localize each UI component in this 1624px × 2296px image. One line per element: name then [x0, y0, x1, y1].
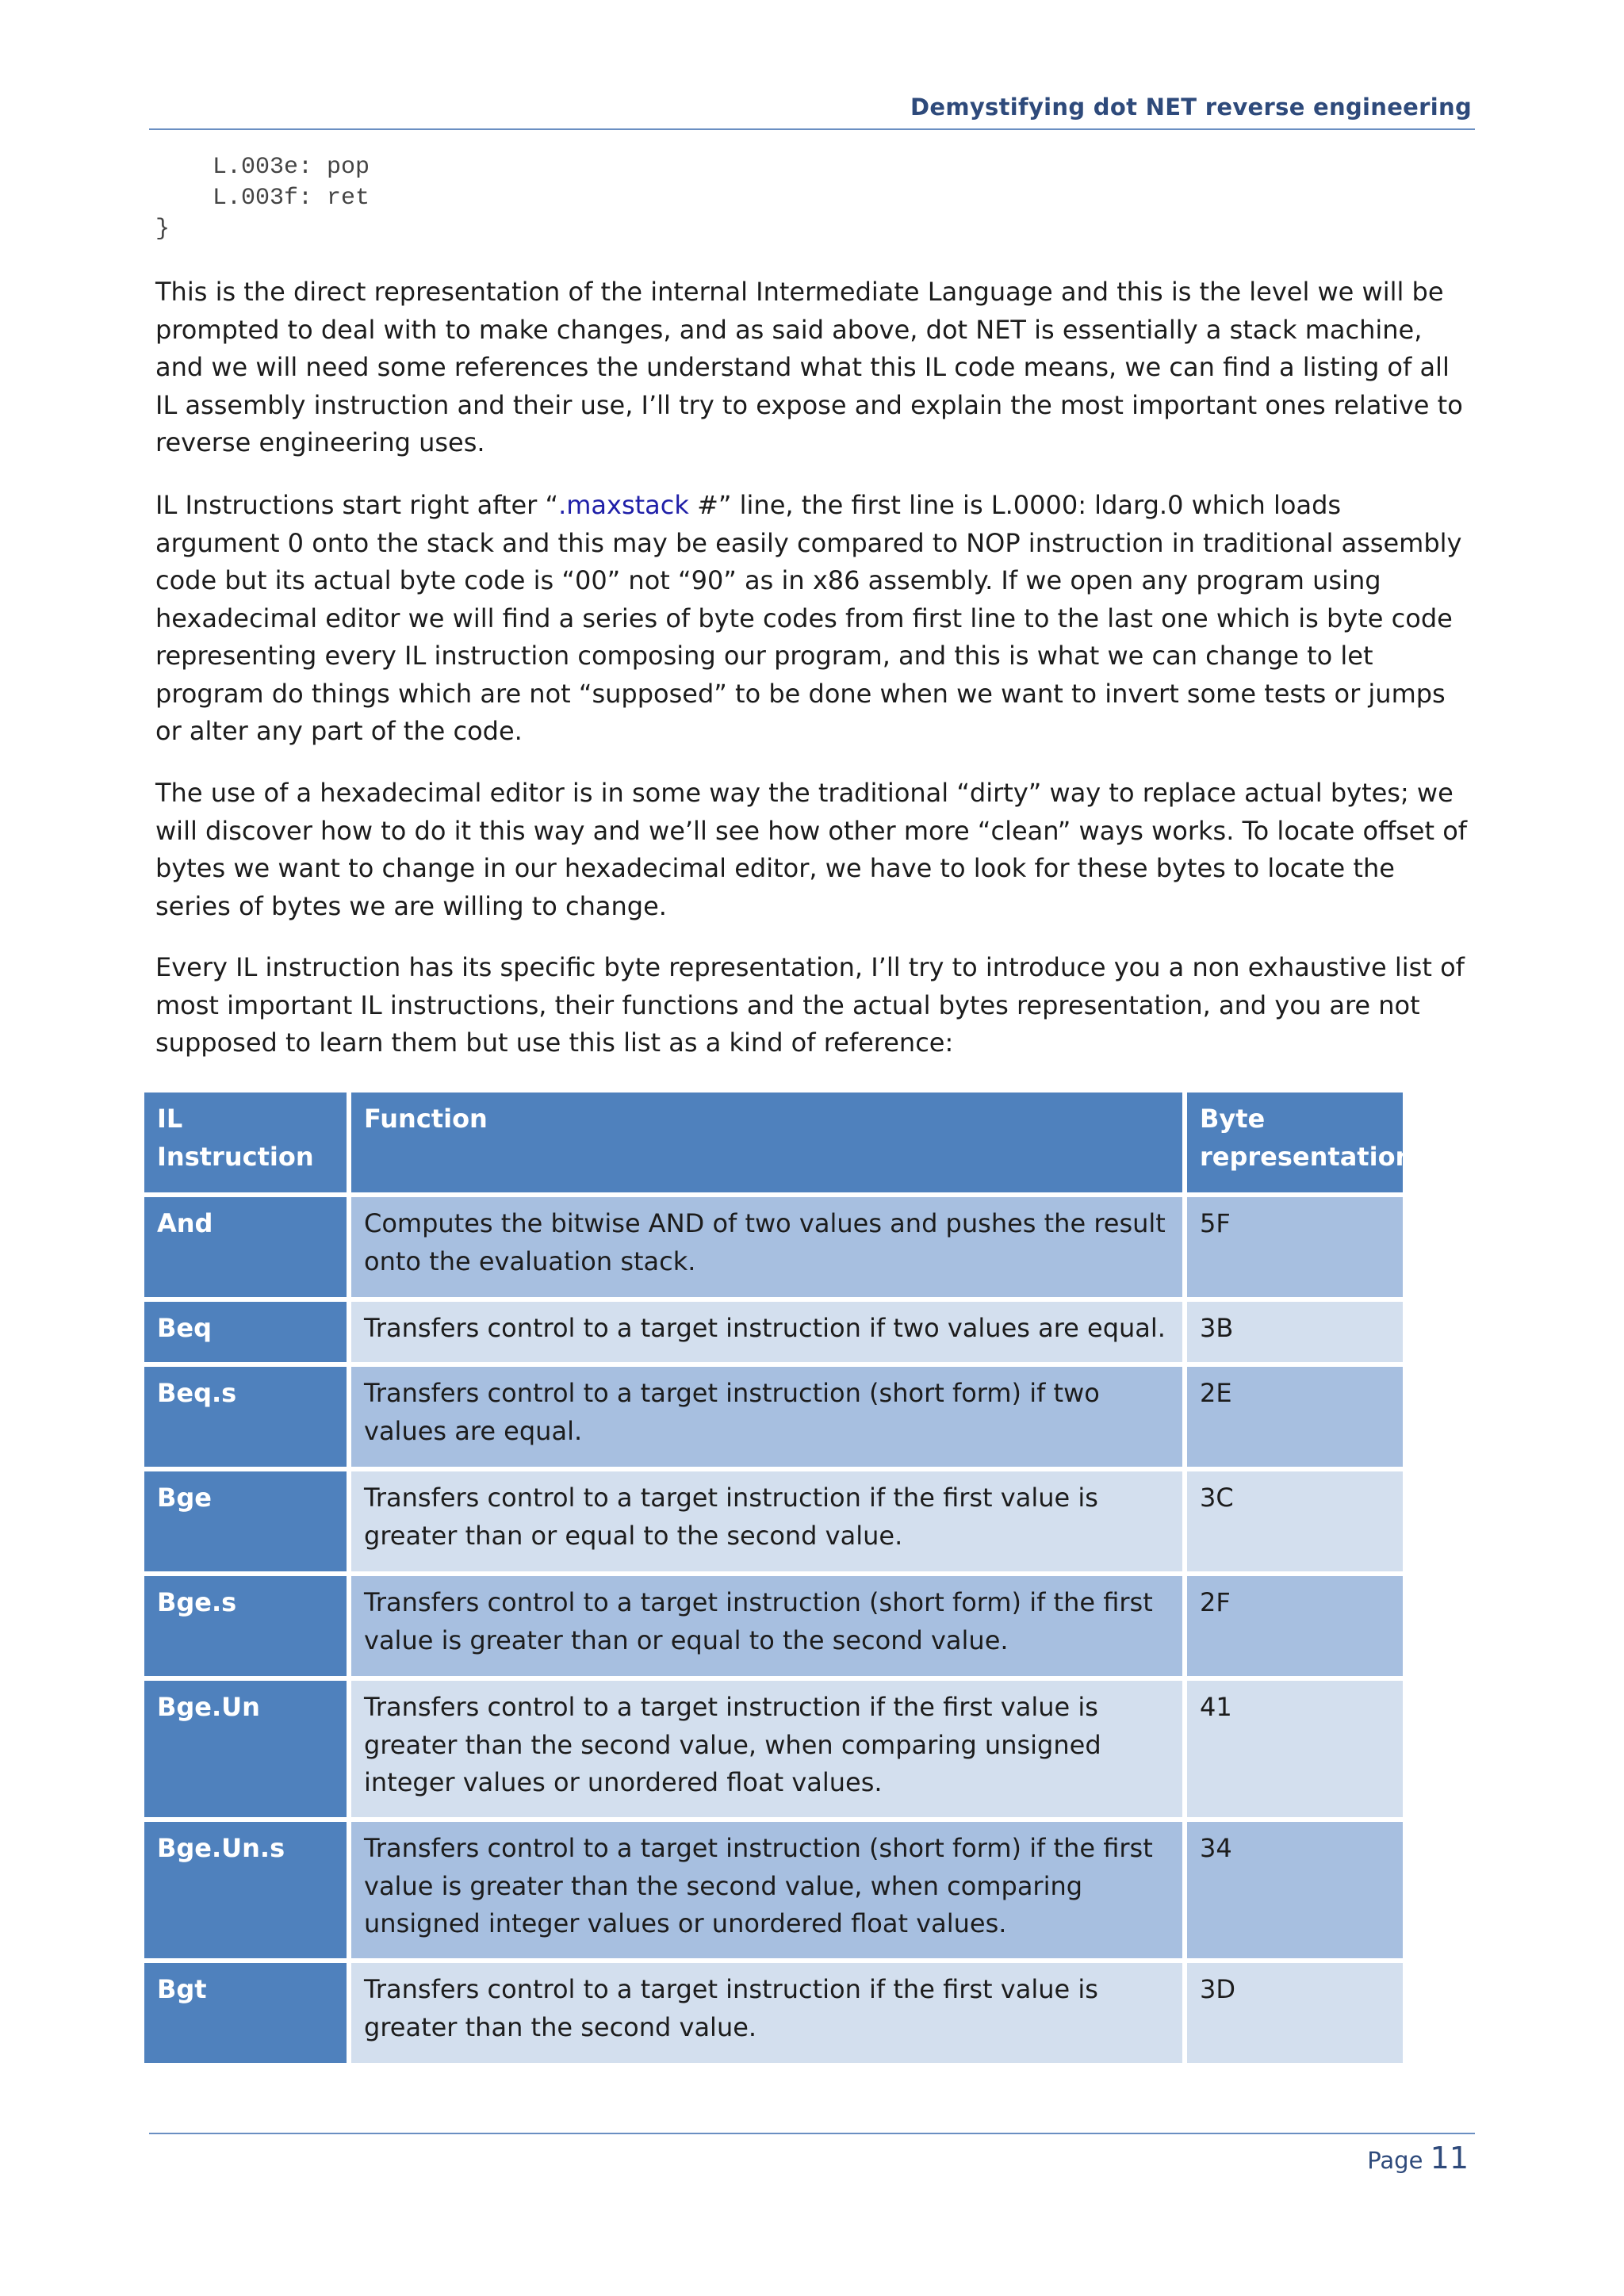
instruction-cell: Bge — [144, 1471, 347, 1571]
column-header-instruction: IL Instruction — [144, 1093, 347, 1192]
paragraph-text: IL Instructions start right after “ — [155, 490, 559, 520]
instruction-cell: Bge.Un.s — [144, 1822, 347, 1958]
column-header-function: Function — [351, 1093, 1182, 1192]
footer-divider — [149, 2133, 1475, 2134]
bytes-cell: 2F — [1187, 1576, 1403, 1676]
function-cell: Transfers control to a target instruction if two values are equal. — [351, 1302, 1182, 1362]
table-row — [144, 1681, 1403, 1817]
function-cell: Transfers control to a target instruction if the first value is greater than or equal to the second value. — [351, 1471, 1182, 1571]
instruction-cell: Bge.Un — [144, 1681, 347, 1817]
function-cell: Transfers control to a target instruction if the first value is greater than the second value, when comparing unsigned integer values or unordered float values. — [351, 1681, 1182, 1817]
table-row — [144, 1822, 1403, 1958]
function-cell: Computes the bitwise AND of two values and pushes the result onto the evaluation stack. — [351, 1197, 1182, 1297]
code-line: L.003e: pop — [155, 154, 370, 181]
instruction-cell: Beq.s — [144, 1367, 347, 1467]
maxstack-keyword: .maxstack — [558, 490, 689, 520]
code-line: } — [155, 216, 170, 243]
table-row — [144, 1963, 1403, 2063]
function-cell: Transfers control to a target instruction (short form) if the first value is greater than the second value, when comparing unsigned integer values or unordered float values. — [351, 1822, 1182, 1958]
table-row — [144, 1471, 1403, 1571]
page-label: Page — [1367, 2147, 1423, 2174]
paragraph-byte-representation: Every IL instruction has its specific byte representation, I’ll try to introduce you a non exhaustive list of most important IL instructions, their functions and the actual bytes representation, and you are not supposed to learn them but use this list as a kind of reference: — [155, 952, 1465, 1058]
bytes-cell: 3C — [1187, 1471, 1403, 1571]
bytes-cell: 5F — [1187, 1197, 1403, 1297]
page-number-value: 11 — [1430, 2141, 1469, 2175]
bytes-cell: 41 — [1187, 1681, 1403, 1817]
table-row — [144, 1367, 1403, 1467]
instruction-cell: Bgt — [144, 1963, 347, 2063]
paragraph-il-instructions-start — [155, 487, 1472, 751]
bytes-cell: 2E — [1187, 1367, 1403, 1467]
paragraph-text: #” line, the first line is L.0000: ldarg.0 which loads argument 0 onto the stack and this may be easily compared to NOP instruction in traditional assembly code but its actual byte code is “00” not “90” as in x86 assembly. If we open any program using hexadecimal editor we will find a series of byte codes from first line to the last one which is byte code representing every IL instruction composing our program, and this is what we can change to let program do things which are not “supposed” to be done when we want to invert some tests or jumps or alter any part of the code. — [155, 490, 1462, 746]
instruction-cell: Bge.s — [144, 1576, 347, 1676]
table-header-row — [144, 1093, 1403, 1192]
page-number — [1367, 2141, 1469, 2175]
paragraph-hex-editor: The use of a hexadecimal editor is in some way the traditional “dirty” way to replace actual bytes; we will discover how to do it this way and we’ll see how other more “clean” ways works. To locate offset of bytes we want to change in our hexadecimal editor, we have to look for these bytes to locate the series of bytes we are willing to change. — [155, 778, 1468, 921]
running-header: Demystifying dot NET reverse engineering — [910, 94, 1472, 121]
instruction-cell: Beq — [144, 1302, 347, 1362]
column-header-bytes: Byte representation — [1187, 1093, 1403, 1192]
table-row — [144, 1576, 1403, 1676]
function-cell: Transfers control to a target instruction (short form) if the first value is greater than or equal to the second value. — [351, 1576, 1182, 1676]
paragraph-il-representation: This is the direct representation of the internal Intermediate Language and this is the level we will be prompted to deal with to make changes, and as said above, dot NET is essentially a stack machine, and we will need some references the understand what this IL code means, we can find a listing of all IL assembly instruction and their use, I’ll try to expose and explain the most important ones relative to reverse engineering uses. — [155, 277, 1463, 457]
code-snippet — [155, 152, 370, 245]
table-row — [144, 1302, 1403, 1362]
instruction-cell: And — [144, 1197, 347, 1297]
bytes-cell: 34 — [1187, 1822, 1403, 1958]
il-instruction-table — [140, 1088, 1414, 2068]
header-divider — [149, 128, 1475, 130]
function-cell: Transfers control to a target instruction if the first value is greater than the second value. — [351, 1963, 1182, 2063]
code-line: L.003f: ret — [155, 185, 370, 212]
bytes-cell: 3D — [1187, 1963, 1403, 2063]
bytes-cell: 3B — [1187, 1302, 1403, 1362]
table-row — [144, 1197, 1403, 1297]
function-cell: Transfers control to a target instruction (short form) if two values are equal. — [351, 1367, 1182, 1467]
